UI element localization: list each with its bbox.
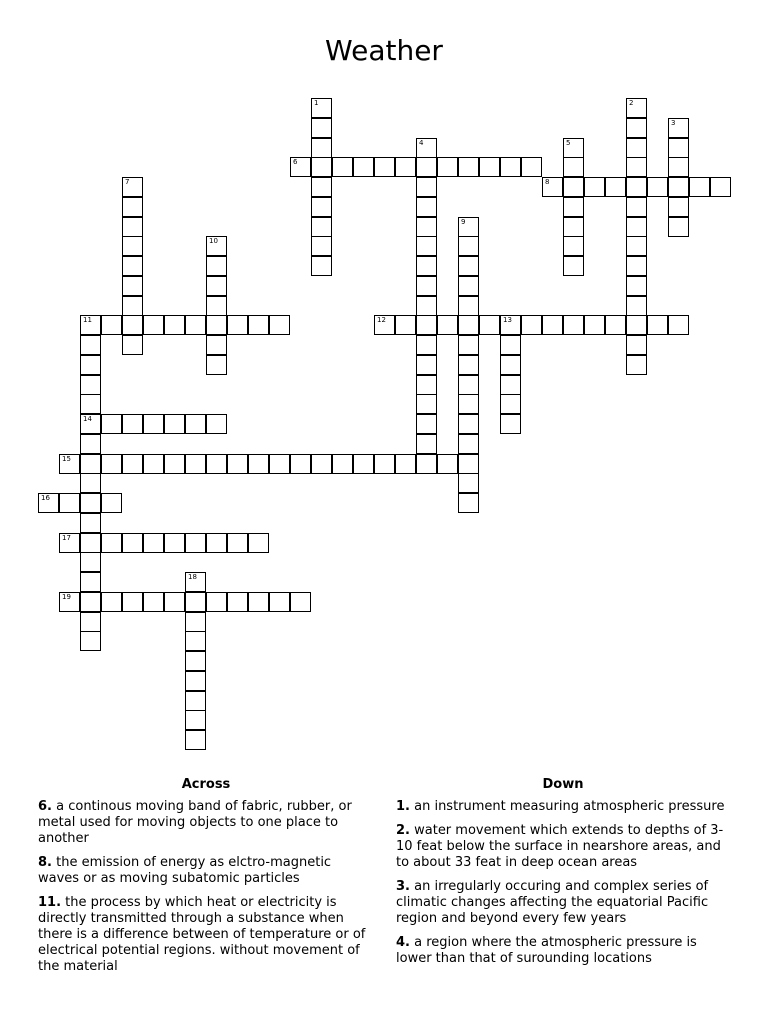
grid-cell[interactable] xyxy=(143,454,164,474)
clue-across-8 xyxy=(38,855,374,887)
grid-cell[interactable] xyxy=(542,177,563,197)
grid-cell[interactable] xyxy=(290,592,311,612)
cell-number: 6 xyxy=(293,158,298,166)
grid-cell[interactable] xyxy=(248,533,269,553)
clue-number: 1. xyxy=(396,799,410,814)
grid-cell[interactable] xyxy=(584,315,605,335)
clue-text: the emission of energy as elctro-magnetic waves or as moving subatomic particles xyxy=(38,855,332,886)
cell-number: 3 xyxy=(671,119,676,127)
grid-cell[interactable] xyxy=(185,533,206,553)
grid-cell[interactable] xyxy=(458,473,479,493)
grid-cell[interactable] xyxy=(185,651,206,671)
grid-cell[interactable] xyxy=(143,315,164,335)
grid-cell[interactable] xyxy=(563,217,584,237)
grid-cell[interactable] xyxy=(416,217,437,237)
clue-text: an irregularly occuring and complex series of climatic changes affecting the equatorial Pacific region and beyond every few years xyxy=(396,879,709,926)
grid-cell[interactable] xyxy=(143,592,164,612)
grid-cell[interactable] xyxy=(626,296,647,316)
grid-cell[interactable] xyxy=(122,335,143,355)
grid-cell[interactable] xyxy=(668,177,689,197)
grid-cell[interactable] xyxy=(416,197,437,217)
grid-cell[interactable] xyxy=(458,256,479,276)
grid-cell[interactable] xyxy=(626,98,647,118)
grid-cell[interactable] xyxy=(164,315,185,335)
grid-cell[interactable] xyxy=(248,592,269,612)
grid-cell[interactable] xyxy=(416,335,437,355)
grid-cell[interactable] xyxy=(563,157,584,177)
grid-cell[interactable] xyxy=(458,236,479,256)
clue-down-4 xyxy=(396,935,730,967)
grid-cell[interactable] xyxy=(626,138,647,158)
clue-number: 3. xyxy=(396,879,410,894)
grid-cell[interactable] xyxy=(143,414,164,434)
clue-number: 2. xyxy=(396,823,410,838)
grid-cell[interactable] xyxy=(332,157,353,177)
clue-number: 6. xyxy=(38,799,52,814)
grid-cell[interactable] xyxy=(647,315,668,335)
grid-cell[interactable] xyxy=(122,315,143,335)
grid-cell[interactable] xyxy=(80,335,101,355)
grid-cell[interactable] xyxy=(668,315,689,335)
cell-number: 12 xyxy=(377,316,386,324)
grid-cell[interactable] xyxy=(374,157,395,177)
grid-cell[interactable] xyxy=(416,138,437,158)
grid-cell[interactable] xyxy=(563,256,584,276)
grid-cell[interactable] xyxy=(185,671,206,691)
grid-cell[interactable] xyxy=(458,454,479,474)
grid-cell[interactable] xyxy=(668,118,689,138)
grid-cell[interactable] xyxy=(311,138,332,158)
grid-cell[interactable] xyxy=(542,315,563,335)
grid-cell[interactable] xyxy=(164,533,185,553)
grid-cell[interactable] xyxy=(206,592,227,612)
grid-cell[interactable] xyxy=(122,217,143,237)
grid-cell[interactable] xyxy=(101,454,122,474)
grid-cell[interactable] xyxy=(290,157,311,177)
grid-cell[interactable] xyxy=(185,710,206,730)
grid-cell[interactable] xyxy=(311,197,332,217)
grid-cell[interactable] xyxy=(80,631,101,651)
grid-cell[interactable] xyxy=(500,394,521,414)
grid-cell[interactable] xyxy=(458,414,479,434)
grid-cell[interactable] xyxy=(458,315,479,335)
grid-cell[interactable] xyxy=(206,236,227,256)
grid-cell[interactable] xyxy=(80,434,101,454)
grid-cell[interactable] xyxy=(458,375,479,395)
grid-cell[interactable] xyxy=(206,335,227,355)
grid-cell[interactable] xyxy=(290,454,311,474)
grid-cell[interactable] xyxy=(668,157,689,177)
cell-number: 13 xyxy=(503,316,512,324)
grid-cell[interactable] xyxy=(122,256,143,276)
clue-down-1 xyxy=(396,799,730,815)
cell-number: 1 xyxy=(314,99,319,107)
grid-cell[interactable] xyxy=(458,217,479,237)
cell-number: 10 xyxy=(209,237,218,245)
grid-cell[interactable] xyxy=(626,276,647,296)
grid-cell[interactable] xyxy=(101,533,122,553)
cell-number: 4 xyxy=(419,139,424,147)
grid-cell[interactable] xyxy=(563,315,584,335)
grid-cell[interactable] xyxy=(353,454,374,474)
grid-cell[interactable] xyxy=(374,454,395,474)
cell-number: 11 xyxy=(83,316,92,324)
cell-number: 7 xyxy=(125,178,130,186)
grid-cell[interactable] xyxy=(668,197,689,217)
grid-cell[interactable] xyxy=(605,177,626,197)
grid-cell[interactable] xyxy=(311,454,332,474)
grid-cell[interactable] xyxy=(227,592,248,612)
grid-cell[interactable] xyxy=(626,157,647,177)
grid-cell[interactable] xyxy=(311,236,332,256)
grid-cell[interactable] xyxy=(122,454,143,474)
grid-cell[interactable] xyxy=(689,177,710,197)
grid-cell[interactable] xyxy=(311,118,332,138)
grid-cell[interactable] xyxy=(416,177,437,197)
grid-cell[interactable] xyxy=(458,335,479,355)
grid-cell[interactable] xyxy=(521,157,542,177)
grid-cell[interactable] xyxy=(437,315,458,335)
grid-cell[interactable] xyxy=(59,533,80,553)
grid-cell[interactable] xyxy=(416,375,437,395)
clue-text: water movement which extends to depths of 3-10 feat below the surface in nearshore areas, and to about 33 feat in deep ocean areas xyxy=(396,823,724,870)
grid-cell[interactable] xyxy=(500,414,521,434)
grid-cell[interactable] xyxy=(437,454,458,474)
grid-cell[interactable] xyxy=(626,217,647,237)
grid-cell[interactable] xyxy=(605,315,626,335)
grid-cell[interactable] xyxy=(206,454,227,474)
grid-cell[interactable] xyxy=(101,592,122,612)
grid-cell[interactable] xyxy=(269,315,290,335)
down-clues xyxy=(396,777,730,975)
grid-cell[interactable] xyxy=(269,592,290,612)
grid-cell[interactable] xyxy=(500,157,521,177)
grid-cell[interactable] xyxy=(479,157,500,177)
grid-cell[interactable] xyxy=(458,394,479,414)
grid-cell[interactable] xyxy=(626,256,647,276)
grid-cell[interactable] xyxy=(500,355,521,375)
grid-cell[interactable] xyxy=(626,335,647,355)
grid-cell[interactable] xyxy=(185,691,206,711)
grid-cell[interactable] xyxy=(80,612,101,632)
grid-cell[interactable] xyxy=(626,236,647,256)
grid-cell[interactable] xyxy=(458,355,479,375)
grid-cell[interactable] xyxy=(38,493,59,513)
grid-cell[interactable] xyxy=(248,454,269,474)
grid-cell[interactable] xyxy=(101,493,122,513)
grid-cell[interactable] xyxy=(353,157,374,177)
grid-cell[interactable] xyxy=(563,236,584,256)
grid-cell[interactable] xyxy=(80,315,101,335)
grid-cell[interactable] xyxy=(668,138,689,158)
grid-cell[interactable] xyxy=(59,493,80,513)
grid-cell[interactable] xyxy=(416,414,437,434)
grid-cell[interactable] xyxy=(185,730,206,750)
grid-cell[interactable] xyxy=(563,177,584,197)
clue-number: 11. xyxy=(38,895,62,910)
grid-cell[interactable] xyxy=(185,612,206,632)
cell-number: 5 xyxy=(566,139,571,147)
grid-cell[interactable] xyxy=(458,296,479,316)
clue-text: the process by which heat or electricity is directly transmitted through a substance when there is a difference between of temperature or of electrical potential regions. without movement of the material xyxy=(38,895,366,974)
across-heading: Across xyxy=(181,777,231,792)
grid-cell[interactable] xyxy=(122,177,143,197)
grid-cell[interactable] xyxy=(332,454,353,474)
grid-cell[interactable] xyxy=(311,98,332,118)
grid-cell[interactable] xyxy=(458,493,479,513)
grid-cell[interactable] xyxy=(80,513,101,533)
grid-cell[interactable] xyxy=(185,414,206,434)
grid-cell[interactable] xyxy=(626,355,647,375)
grid-cell[interactable] xyxy=(626,118,647,138)
grid-cell[interactable] xyxy=(374,315,395,335)
grid-cell[interactable] xyxy=(80,592,101,612)
cell-number: 8 xyxy=(545,178,550,186)
grid-cell[interactable] xyxy=(458,434,479,454)
grid-cell[interactable] xyxy=(395,157,416,177)
grid-cell[interactable] xyxy=(80,533,101,553)
grid-cell[interactable] xyxy=(416,276,437,296)
grid-cell[interactable] xyxy=(227,533,248,553)
grid-cell[interactable] xyxy=(458,157,479,177)
grid-cell[interactable] xyxy=(479,315,500,335)
grid-cell[interactable] xyxy=(437,157,458,177)
grid-cell[interactable] xyxy=(185,315,206,335)
grid-cell[interactable] xyxy=(395,315,416,335)
grid-cell[interactable] xyxy=(80,493,101,513)
grid-cell[interactable] xyxy=(311,157,332,177)
grid-cell[interactable] xyxy=(185,592,206,612)
grid-cell[interactable] xyxy=(185,572,206,592)
clue-text: a continous moving band of fabric, rubber, or metal used for moving objects to one place to another xyxy=(38,799,352,846)
grid-cell[interactable] xyxy=(458,276,479,296)
grid-cell[interactable] xyxy=(668,217,689,237)
grid-cell[interactable] xyxy=(416,355,437,375)
grid-cell[interactable] xyxy=(647,177,668,197)
grid-cell[interactable] xyxy=(584,177,605,197)
grid-cell[interactable] xyxy=(206,533,227,553)
grid-cell[interactable] xyxy=(416,236,437,256)
grid-cell[interactable] xyxy=(80,375,101,395)
grid-cell[interactable] xyxy=(416,394,437,414)
cell-number: 14 xyxy=(83,415,92,423)
grid-cell[interactable] xyxy=(143,533,164,553)
down-heading: Down xyxy=(542,777,584,792)
grid-cell[interactable] xyxy=(80,552,101,572)
grid-cell[interactable] xyxy=(269,454,290,474)
grid-cell[interactable] xyxy=(500,375,521,395)
grid-cell[interactable] xyxy=(59,592,80,612)
grid-cell[interactable] xyxy=(416,434,437,454)
clue-across-6 xyxy=(38,799,374,847)
grid-cell[interactable] xyxy=(122,197,143,217)
clue-down-3 xyxy=(396,879,730,927)
grid-cell[interactable] xyxy=(206,414,227,434)
cell-number: 15 xyxy=(62,455,71,463)
grid-cell[interactable] xyxy=(80,414,101,434)
grid-cell[interactable] xyxy=(185,454,206,474)
clue-number: 4. xyxy=(396,935,410,950)
grid-cell[interactable] xyxy=(563,197,584,217)
grid-cell[interactable] xyxy=(206,276,227,296)
grid-cell[interactable] xyxy=(710,177,731,197)
grid-cell[interactable] xyxy=(122,533,143,553)
cell-number: 18 xyxy=(188,573,197,581)
grid-cell[interactable] xyxy=(101,315,122,335)
grid-cell[interactable] xyxy=(206,315,227,335)
clue-down-2 xyxy=(396,823,730,871)
grid-cell[interactable] xyxy=(626,315,647,335)
grid-cell[interactable] xyxy=(311,256,332,276)
clue-text: an instrument measuring atmospheric pressure xyxy=(409,799,725,814)
clue-number: 8. xyxy=(38,855,52,870)
cell-number: 16 xyxy=(41,494,50,502)
grid-cell[interactable] xyxy=(227,315,248,335)
puzzle-title: Weather xyxy=(325,34,443,67)
cell-number: 19 xyxy=(62,593,71,601)
grid-cell[interactable] xyxy=(80,394,101,414)
grid-cell[interactable] xyxy=(59,454,80,474)
grid-cell[interactable] xyxy=(80,572,101,592)
grid-cell[interactable] xyxy=(80,454,101,474)
grid-cell[interactable] xyxy=(185,631,206,651)
clue-text: a region where the atmospheric pressure is lower than that of surounding locations xyxy=(396,935,697,966)
grid-cell[interactable] xyxy=(80,473,101,493)
clue-across-11 xyxy=(38,895,374,975)
cell-number: 17 xyxy=(62,534,71,542)
grid-cell[interactable] xyxy=(416,256,437,276)
grid-cell[interactable] xyxy=(626,197,647,217)
grid-cell[interactable] xyxy=(164,414,185,434)
grid-cell[interactable] xyxy=(248,315,269,335)
grid-cell[interactable] xyxy=(626,177,647,197)
cell-number: 2 xyxy=(629,99,634,107)
grid-cell[interactable] xyxy=(395,454,416,474)
grid-cell[interactable] xyxy=(416,296,437,316)
grid-cell[interactable] xyxy=(122,592,143,612)
grid-cell[interactable] xyxy=(164,592,185,612)
grid-cell[interactable] xyxy=(416,454,437,474)
grid-cell[interactable] xyxy=(164,454,185,474)
grid-cell[interactable] xyxy=(206,355,227,375)
grid-cell[interactable] xyxy=(521,315,542,335)
grid-cell[interactable] xyxy=(101,414,122,434)
grid-cell[interactable] xyxy=(416,315,437,335)
grid-cell[interactable] xyxy=(122,276,143,296)
grid-cell[interactable] xyxy=(206,296,227,316)
grid-cell[interactable] xyxy=(206,256,227,276)
cell-number: 9 xyxy=(461,218,466,226)
grid-cell[interactable] xyxy=(311,177,332,197)
grid-cell[interactable] xyxy=(227,454,248,474)
grid-cell[interactable] xyxy=(122,296,143,316)
grid-cell[interactable] xyxy=(500,315,521,335)
across-clues xyxy=(38,777,374,983)
grid-cell[interactable] xyxy=(416,157,437,177)
grid-cell[interactable] xyxy=(563,138,584,158)
grid-cell[interactable] xyxy=(122,236,143,256)
grid-cell[interactable] xyxy=(311,217,332,237)
grid-cell[interactable] xyxy=(122,414,143,434)
grid-cell[interactable] xyxy=(80,355,101,375)
grid-cell[interactable] xyxy=(500,335,521,355)
